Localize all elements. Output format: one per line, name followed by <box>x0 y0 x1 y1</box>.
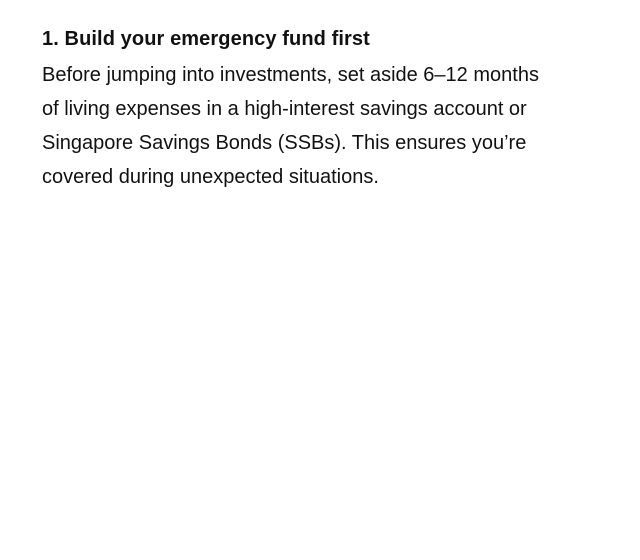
section-heading: 1. Build your emergency fund first <box>42 28 370 50</box>
paragraph-line-2: of living expenses in a high-interest savings account or <box>42 98 527 120</box>
paragraph-line-1: Before jumping into investments, set aside 6–12 months <box>42 64 539 86</box>
paragraph-line-3: Singapore Savings Bonds (SSBs). This ensures you’re <box>42 132 527 154</box>
section-paragraph <box>42 58 598 194</box>
paragraph-line-4: covered during unexpected situations. <box>42 166 379 188</box>
